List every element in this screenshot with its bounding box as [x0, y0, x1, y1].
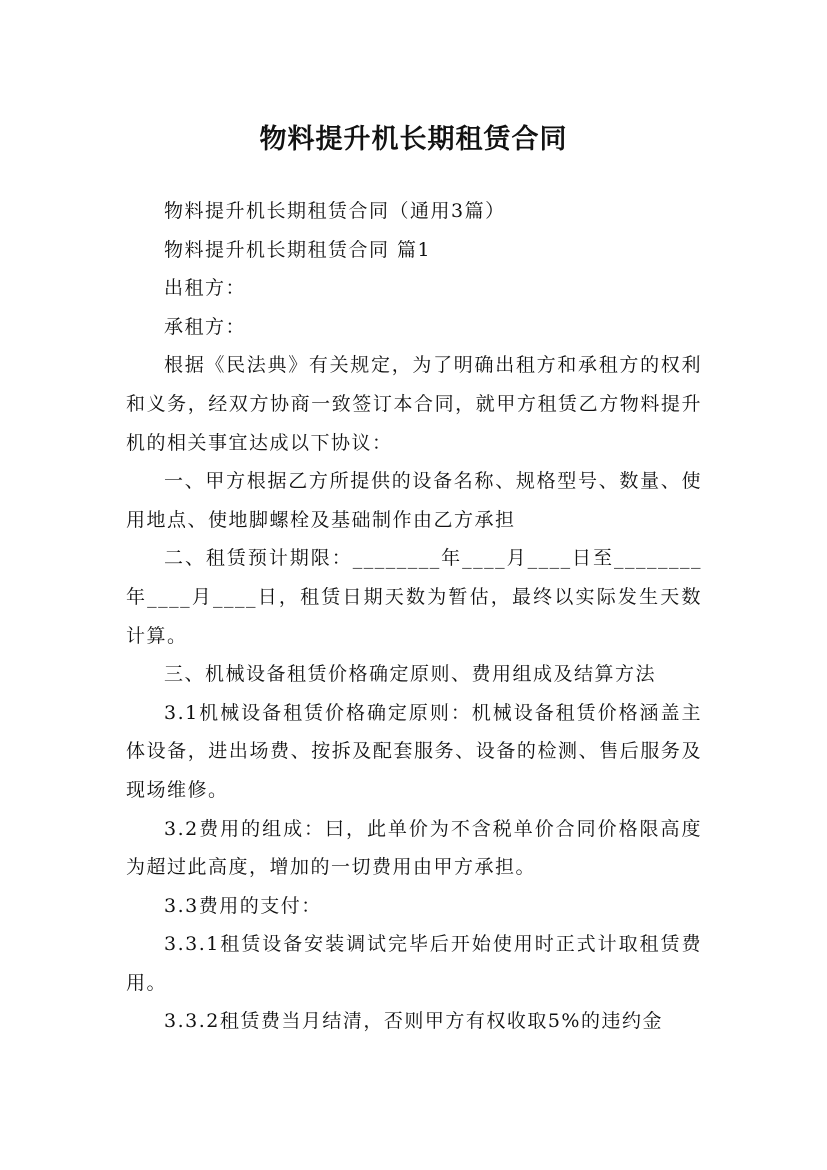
- paragraph-lessee: 承租方：: [164, 315, 247, 338]
- paragraph-clause-3-3-1: 3.3.1租赁设备安装调试完毕后开始使用时正式计取租赁费用。: [126, 933, 702, 994]
- paragraph-clause-3-2: 3.2费用的组成：曰，此单价为不含税单价合同价格限高度为超过此高度，增加的一切费用由甲方承担。: [126, 817, 702, 879]
- paragraph-section-heading: 物料提升机长期租赁合同 篇1: [164, 238, 432, 261]
- paragraph-clause-1: 一、甲方根据乙方所提供的设备名称、规格型号、数量、使用地点、使地脚螺栓及基础制作由乙方承担: [126, 470, 702, 531]
- document-title: 物料提升机长期租赁合同: [259, 124, 568, 156]
- paragraph-lessor: 出租方：: [164, 277, 247, 300]
- paragraph-clause-3-3: 3.3费用的支付：: [164, 894, 322, 917]
- paragraph-clause-3-3-2: 3.3.2租赁费当月结清，否则甲方有权收取5%的违约金: [164, 1010, 663, 1033]
- paragraph-clause-3-1: 3.1机械设备租赁价格确定原则：机械设备租赁价格涵盖主体设备，进出场费、按拆及配套服务、设备的检测、售后服务及现场维修。: [126, 701, 702, 801]
- document-body: [126, 192, 702, 1041]
- paragraph-clause-3: 三、机械设备租赁价格确定原则、费用组成及结算方法: [164, 663, 657, 686]
- paragraph-clause-2: 二、租赁预计期限：________年____月____日至________年____月____日，租赁日期天数为暂估，最终以实际发生天数计算。: [126, 547, 702, 647]
- paragraph-preamble: 根据《民法典》有关规定，为了明确出租方和承租方的权利和义务，经双方协商一致签订本合同，就甲方租赁乙方物料提升机的相关事宜达成以下协议：: [126, 354, 702, 454]
- paragraph-subtitle: 物料提升机长期租赁合同（通用3篇）: [164, 200, 506, 222]
